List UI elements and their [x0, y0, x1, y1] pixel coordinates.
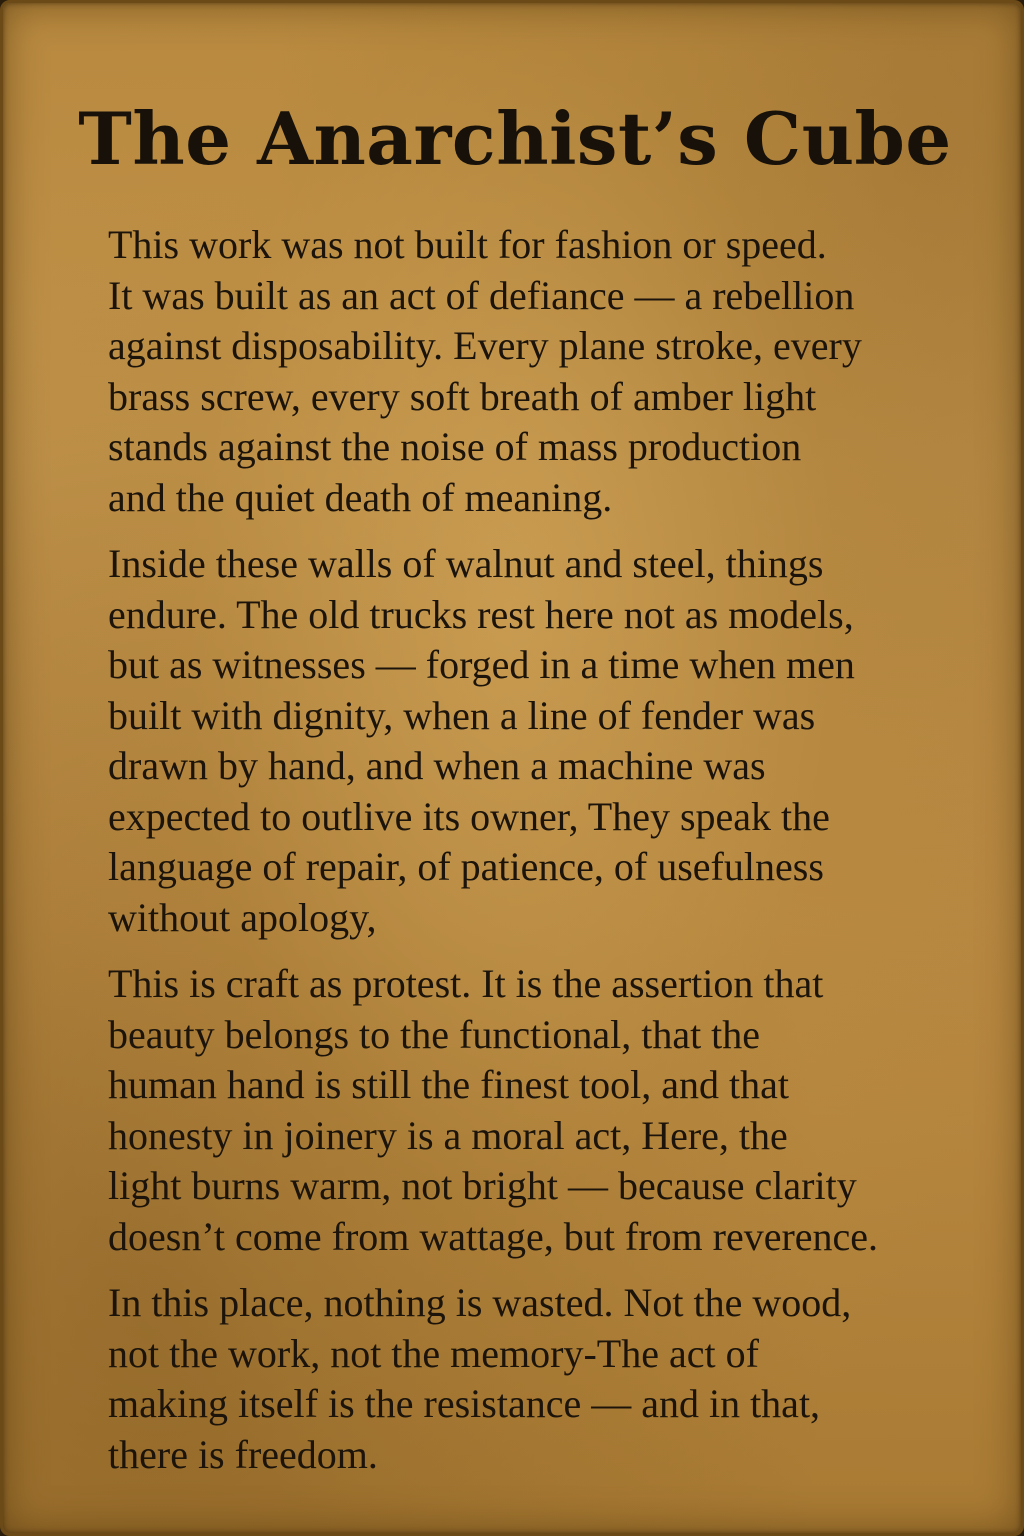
text-line: built with dignity, when a line of fender was: [108, 692, 816, 738]
text-line: endure. The old trucks rest here not as models,: [108, 591, 854, 637]
text-line: Inside these walls of walnut and steel, things: [108, 541, 824, 586]
plaque-body: [108, 220, 948, 1496]
plaque-title: The Anarchist’s Cube: [78, 96, 952, 181]
text-line: human hand is still the finest tool, and that: [108, 1062, 790, 1107]
text-line: This is craft as protest. It is the assertion that: [108, 961, 824, 1006]
text-line: language of repair, of patience, of usefulness: [108, 844, 824, 889]
text-line: brass screw, every soft breath of amber light: [108, 373, 817, 419]
text-line: expected to outlive its owner, They speak the: [108, 793, 830, 839]
text-line: there is freedom.: [108, 1431, 378, 1477]
text-line: without apology,: [108, 894, 377, 940]
text-line: honesty in joinery is a moral act, Here, the: [108, 1112, 788, 1158]
paragraph-1: [108, 220, 948, 523]
text-line: This work was not built for fashion or speed.: [108, 222, 827, 267]
paragraph-3: [108, 959, 948, 1262]
text-line: making itself is the resistance — and in that,: [108, 1381, 821, 1426]
text-line: doesn’t come from wattage, but from reverence.: [108, 1213, 879, 1259]
paragraph-4: [108, 1278, 948, 1480]
text-line: stands against the noise of mass production: [108, 424, 802, 469]
text-line: It was built as an act of defiance — a rebellion: [108, 272, 855, 318]
text-line: and the quiet death of meaning.: [108, 474, 613, 520]
text-line: beauty belongs to the functional, that the: [108, 1011, 761, 1057]
text-line: drawn by hand, and when a machine was: [108, 743, 766, 788]
text-line: light burns warm, not bright — because clarity: [108, 1163, 857, 1208]
paragraph-2: [108, 539, 948, 943]
text-line: but as witnesses — forged in a time when men: [108, 642, 855, 687]
text-line: against disposability. Every plane stroke, every: [108, 323, 862, 368]
text-line: not the work, not the memory-The act of: [108, 1330, 759, 1376]
text-line: In this place, nothing is wasted. Not the wood,: [108, 1280, 852, 1325]
